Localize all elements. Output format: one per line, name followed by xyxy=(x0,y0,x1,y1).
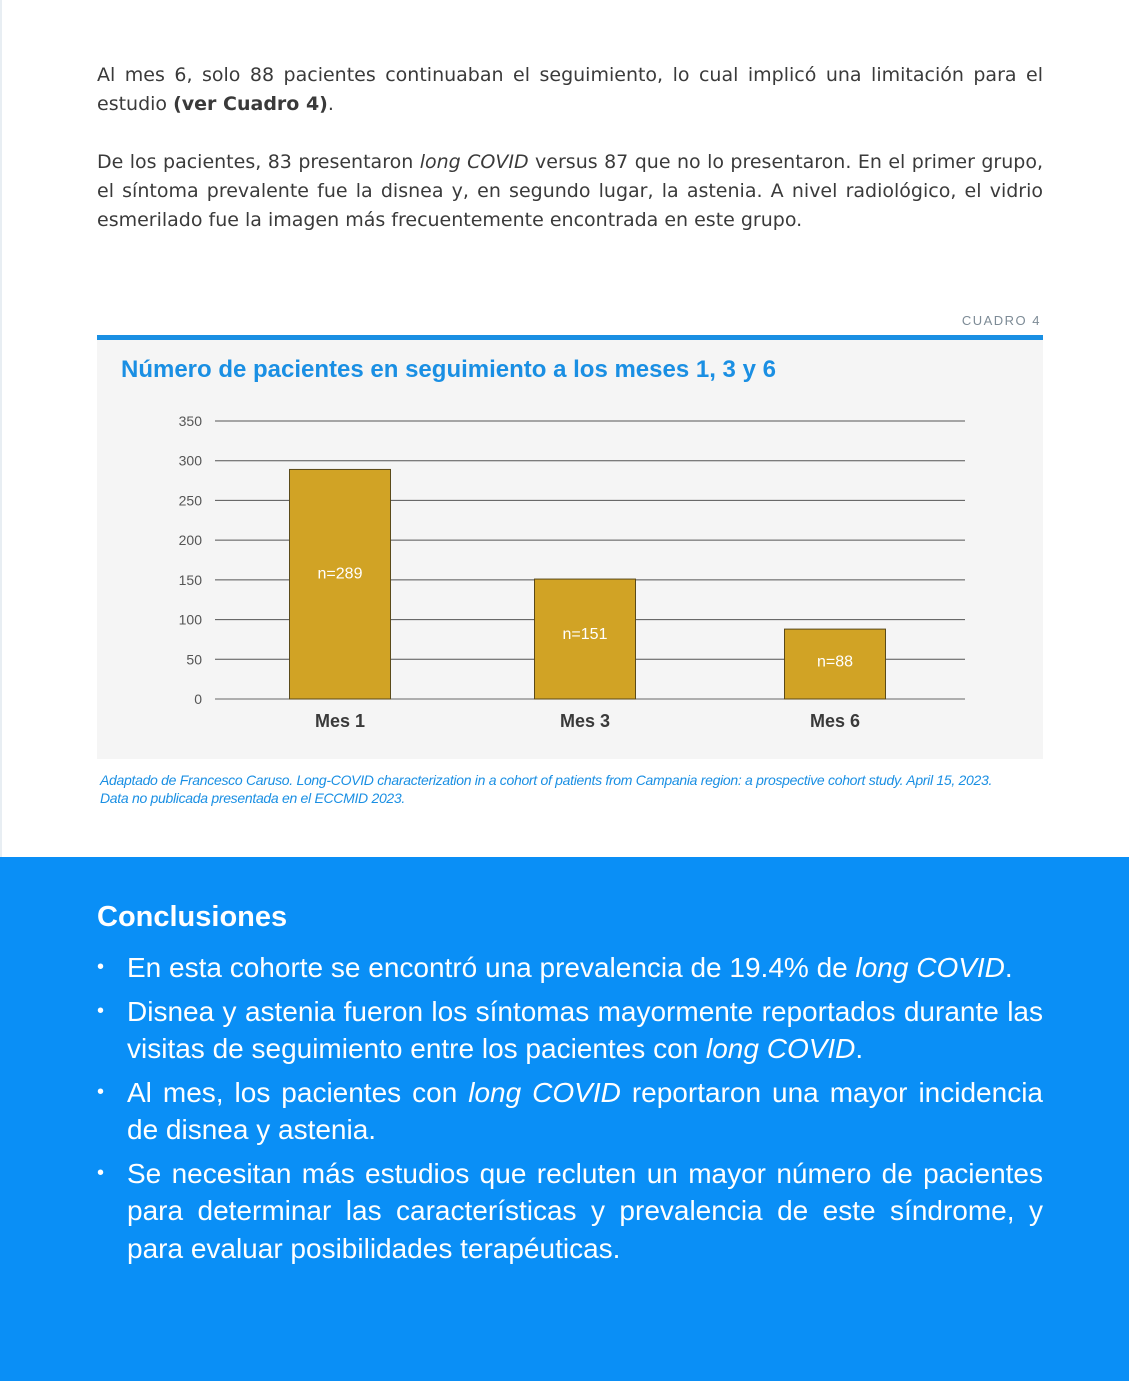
bar-data-label: n=88 xyxy=(816,653,854,671)
conclusion-text: Se necesitan más estudios que recluten un mayor número de pacientes para determinar las características y prevalencia de este síndrome, y para evaluar posibilidades terapéuticas. xyxy=(127,1157,1043,1264)
cuadro-reference: (ver Cuadro 4) xyxy=(173,93,328,115)
conclusion-text: Al mes, los pacientes con xyxy=(127,1076,469,1108)
bar-chart xyxy=(97,340,1043,759)
conclusion-end: . xyxy=(855,1033,864,1064)
conclusion-italic: long COVID xyxy=(855,952,1005,983)
bullet-icon: • xyxy=(97,956,105,978)
intro-p1-end: . xyxy=(327,93,334,115)
intro-p1-text: Al mes 6, solo 88 pacientes continuaban el seguimiento, lo cual implicó una limitación para el estudio xyxy=(97,64,1043,115)
bar-data-label: n=151 xyxy=(562,626,608,644)
y-tick-label: 100 xyxy=(178,611,202,628)
y-tick-label: 200 xyxy=(178,532,202,549)
conclusions-list xyxy=(97,949,1043,1273)
intro-p2-start: De los pacientes, 83 presentaron xyxy=(97,151,420,173)
conclusion-italic: long COVID xyxy=(468,1076,621,1108)
y-tick-label: 250 xyxy=(178,492,202,509)
x-category-label: Mes 6 xyxy=(809,711,861,731)
intro-p2-italic: long COVID xyxy=(419,151,529,173)
chart-bars xyxy=(290,469,886,699)
bullet-icon: • xyxy=(97,1080,105,1103)
x-category-label: Mes 3 xyxy=(559,711,611,731)
conclusion-item xyxy=(97,1155,1043,1268)
intro-paragraph-1 xyxy=(97,61,1043,119)
conclusion-item xyxy=(97,949,1043,987)
intro-paragraph-2 xyxy=(97,148,1043,235)
chart-container xyxy=(97,335,1043,759)
page-left-border xyxy=(0,0,2,857)
figure-label: CUADRO 4 xyxy=(961,313,1041,328)
conclusion-item xyxy=(97,993,1043,1068)
y-tick-label: 300 xyxy=(178,452,202,469)
y-tick-label: 0 xyxy=(194,691,202,707)
conclusion-item xyxy=(97,1074,1043,1149)
conclusion-text: Disnea y astenia fueron los síntomas mayormente reportados durante las visitas de seguimiento entre los pacientes con xyxy=(127,995,1043,1064)
conclusions-section xyxy=(0,857,1129,1381)
y-tick-label: 350 xyxy=(178,413,202,429)
bar-data-label: n=289 xyxy=(317,565,363,583)
y-tick-label: 150 xyxy=(178,571,202,588)
figure-source: Adaptado de Francesco Caruso. Long-COVID characterization in a cohort of patients from Campania region: a prospective cohort study. April 15, 2023. Data no publicada presentada en el ECCMID 2023. xyxy=(100,772,993,806)
intro-p2-rest: versus 87 que no lo presentaron. En el primer grupo, el síntoma prevalente fue la disnea y, en segundo lugar, la astenia. A nivel radiológico, el vidrio esmerilado fue la imagen más frecuentemente encontrada en este grupo. xyxy=(97,151,1043,231)
conclusion-end: reportaron una mayor incidencia de disnea y astenia. xyxy=(127,1076,1043,1145)
conclusion-italic: long COVID xyxy=(706,1033,856,1064)
conclusion-text: En esta cohorte se encontró una prevalencia de 19.4% de xyxy=(127,952,856,983)
conclusions-title: Conclusiones xyxy=(97,901,288,933)
conclusion-end: . xyxy=(1004,952,1013,983)
x-category-label: Mes 1 xyxy=(314,711,366,731)
bullet-icon: • xyxy=(97,999,105,1022)
y-tick-label: 50 xyxy=(186,651,202,668)
bullet-icon: • xyxy=(97,1161,105,1184)
bar xyxy=(290,469,391,699)
chart-title: Número de pacientes en seguimiento a los meses 1, 3 y 6 xyxy=(121,356,776,383)
